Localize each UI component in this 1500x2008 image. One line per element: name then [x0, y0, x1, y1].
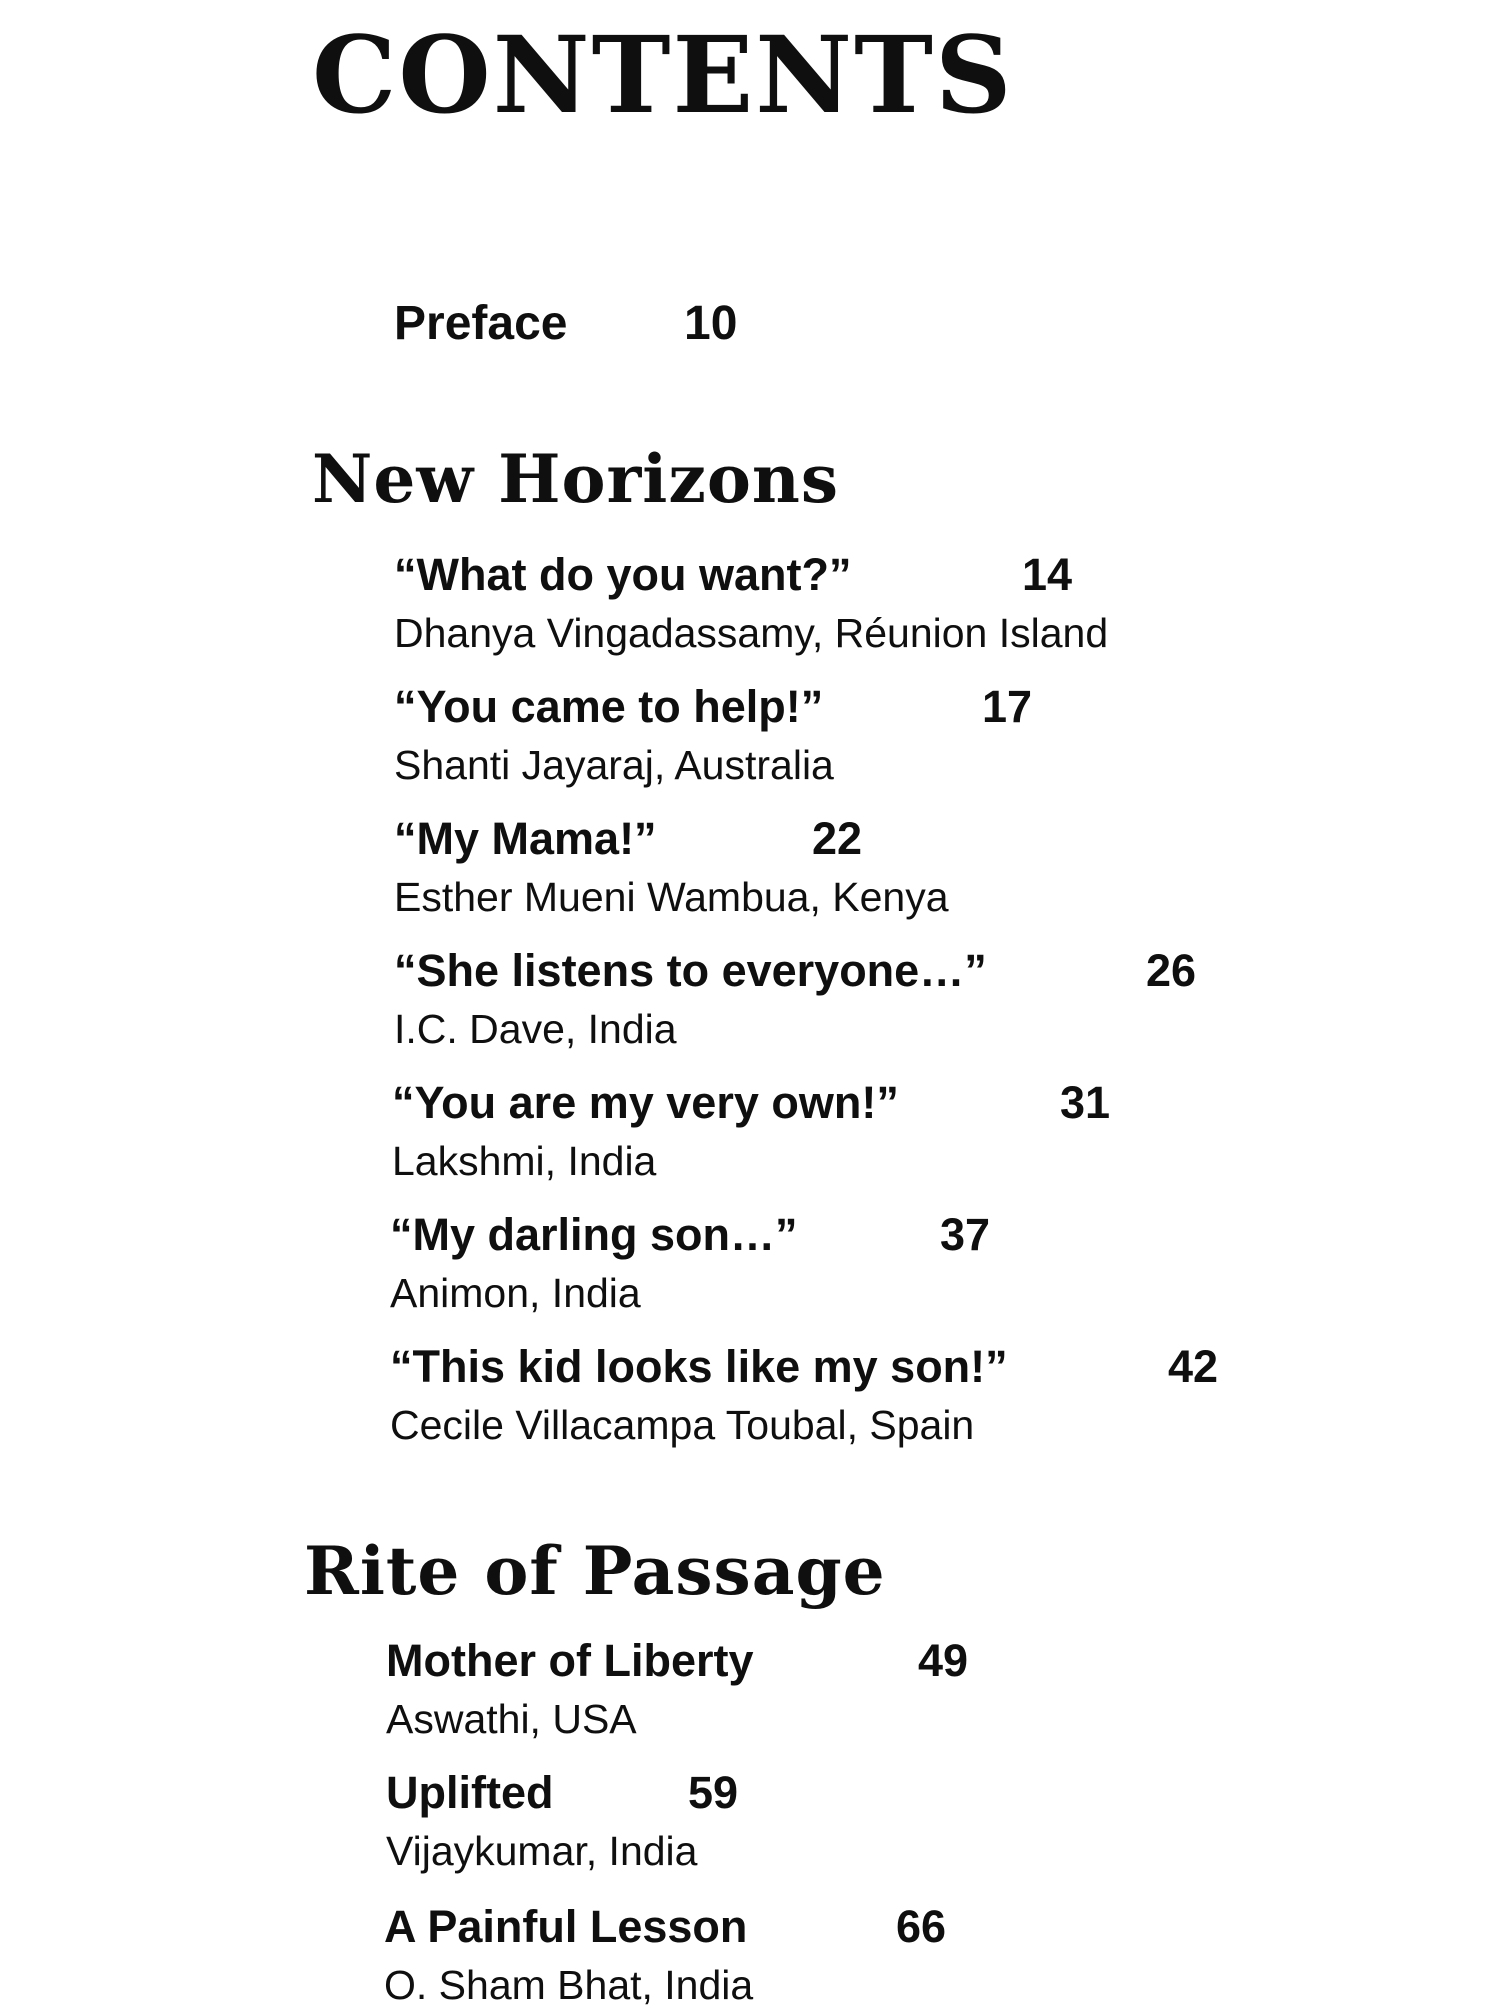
- entry-title: “My Mama!”: [394, 813, 657, 864]
- entry-author: Shanti Jayaraj, Australia: [394, 742, 834, 788]
- preface-title: Preface: [394, 297, 568, 350]
- entry-page-number: 22: [812, 813, 863, 864]
- toc-entry[interactable]: [390, 1341, 1219, 1448]
- entry-author: Lakshmi, India: [392, 1138, 657, 1184]
- entry-title: “My darling son…”: [390, 1209, 798, 1260]
- toc-entry[interactable]: [394, 813, 949, 920]
- entry-author: Cecile Villacampa Toubal, Spain: [390, 1402, 975, 1448]
- entry-page-number: 37: [940, 1209, 991, 1260]
- section-heading-rite-of-passage: Rite of Passage: [304, 1532, 886, 1610]
- toc-entry[interactable]: [394, 681, 1033, 788]
- entry-title: “What do you want?”: [394, 549, 852, 600]
- entry-author: O. Sham Bhat, India: [384, 1962, 754, 2008]
- entry-title: Mother of Liberty: [386, 1635, 754, 1686]
- toc-entry[interactable]: [394, 945, 1197, 1052]
- toc-entry[interactable]: [394, 549, 1109, 656]
- entry-page-number: 42: [1168, 1341, 1219, 1392]
- entry-page-number: 66: [896, 1901, 947, 1952]
- toc-entry[interactable]: [386, 1767, 739, 1874]
- toc-entry-preface[interactable]: [394, 297, 738, 350]
- entry-author: Esther Mueni Wambua, Kenya: [394, 874, 949, 920]
- entry-title: “This kid looks like my son!”: [390, 1341, 1008, 1392]
- entry-page-number: 49: [918, 1635, 969, 1686]
- entry-title: Uplifted: [386, 1767, 554, 1818]
- entry-author: Dhanya Vingadassamy, Réunion Island: [394, 610, 1109, 656]
- entry-author: I.C. Dave, India: [394, 1006, 677, 1052]
- entry-author: Vijaykumar, India: [386, 1828, 698, 1874]
- section-heading-new-horizons: New Horizons: [312, 440, 839, 518]
- entry-page-number: 26: [1146, 945, 1197, 996]
- entry-title: A Painful Lesson: [384, 1901, 748, 1952]
- entry-author: Animon, India: [390, 1270, 641, 1316]
- entry-title: “You are my very own!”: [392, 1077, 899, 1128]
- toc-entry[interactable]: [384, 1901, 947, 2008]
- preface-page-number: 10: [684, 297, 738, 350]
- entry-page-number: 59: [688, 1767, 739, 1818]
- entry-author: Aswathi, USA: [386, 1696, 637, 1742]
- toc-entry[interactable]: [390, 1209, 991, 1316]
- toc-entry[interactable]: [392, 1077, 1111, 1184]
- entry-page-number: 31: [1060, 1077, 1111, 1128]
- toc-entry[interactable]: [386, 1635, 969, 1742]
- entry-page-number: 14: [1022, 549, 1073, 600]
- entry-page-number: 17: [982, 681, 1033, 732]
- entry-title: “She listens to everyone…”: [394, 945, 987, 996]
- entry-title: “You came to help!”: [394, 681, 824, 732]
- page-title: CONTENTS: [312, 12, 1014, 137]
